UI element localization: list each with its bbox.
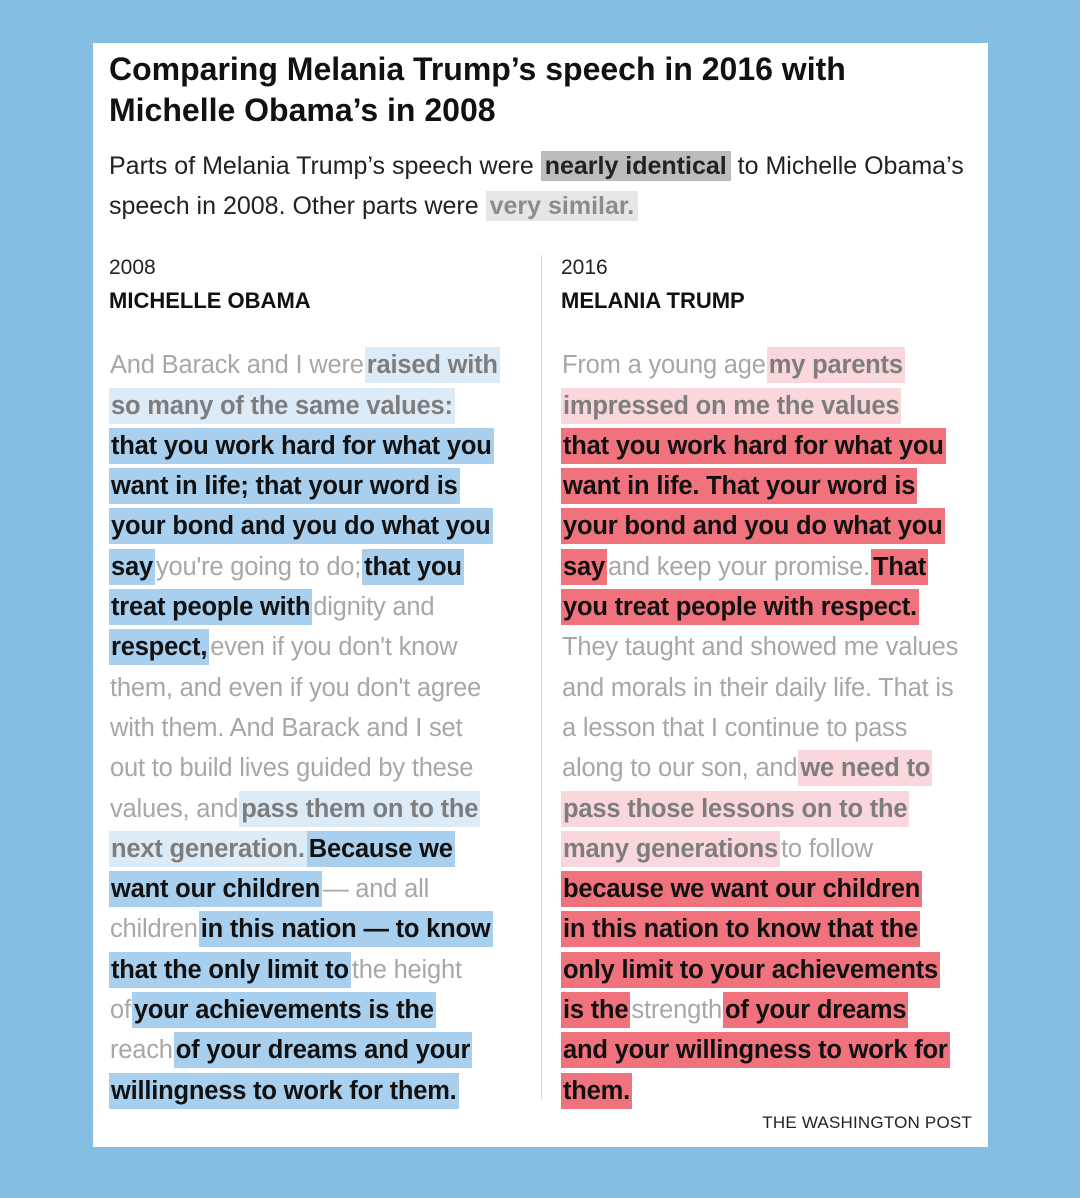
nearly-identical-highlight: only limit to your achievements — [561, 952, 940, 988]
speech-line — [109, 425, 534, 465]
unmatched-text: out to build lives guided by these — [110, 754, 474, 783]
speech-line — [561, 948, 981, 988]
unmatched-text: to follow — [781, 834, 873, 863]
very-similar-highlight: so many of the same values: — [109, 388, 455, 424]
speech-line — [561, 828, 981, 868]
speech-line — [109, 908, 534, 948]
speech-line — [109, 1069, 534, 1109]
very-similar-highlight: we need to — [798, 750, 932, 786]
nearly-identical-highlight: is the — [561, 992, 630, 1028]
very-similar-highlight: raised with — [365, 347, 500, 383]
unmatched-text: dignity and — [313, 593, 435, 622]
column-divider — [541, 255, 542, 1100]
graphic-title: Comparing Melania Trump’s speech in 2016 with Michelle Obama’s in 2008 — [109, 51, 846, 128]
speech-line — [561, 787, 981, 827]
nearly-identical-highlight: and your willingness to work for — [561, 1032, 950, 1068]
nearly-identical-highlight: that you work hard for what you — [109, 428, 494, 464]
speech-line — [109, 787, 534, 827]
speech-line — [561, 989, 981, 1029]
nearly-identical-highlight: your bond and you do what you — [109, 508, 493, 544]
speech-line — [561, 626, 981, 666]
unmatched-text: with them. And Barack and I set — [110, 713, 463, 742]
speech-line — [109, 384, 534, 424]
very-similar-highlight: many generations — [561, 831, 780, 867]
unmatched-text: them, and even if you don't agree — [110, 673, 482, 702]
speech-line — [561, 666, 981, 706]
very-similar-highlight: impressed on me the values — [561, 388, 901, 424]
nearly-identical-highlight: want in life. That your word is — [561, 468, 917, 504]
unmatched-text: and keep your promise. — [607, 552, 871, 581]
speech-line — [109, 505, 534, 545]
speech-line — [561, 465, 981, 505]
unmatched-text: strength — [631, 996, 722, 1025]
graphic-subtitle — [109, 146, 969, 226]
very-similar-highlight: next generation. — [109, 831, 307, 867]
speech-text-2008 — [109, 344, 534, 1110]
subtitle-text-before: Parts of Melania Trump’s speech were — [109, 152, 541, 180]
speech-line — [561, 545, 981, 585]
speech-line — [109, 989, 534, 1029]
speech-line — [109, 344, 534, 384]
nearly-identical-highlight: your achievements is the — [132, 992, 436, 1028]
speech-line — [109, 1029, 534, 1069]
nearly-identical-highlight: in this nation to know that the — [561, 911, 920, 947]
unmatched-text: a lesson that I continue to pass — [562, 713, 908, 742]
nearly-identical-highlight: that you — [362, 549, 464, 585]
unmatched-text: even if you don't know — [210, 633, 458, 662]
speech-line — [109, 868, 534, 908]
unmatched-text: From a young age — [562, 351, 766, 380]
nearly-identical-highlight: that the only limit to — [109, 952, 351, 988]
column-year: 2008 — [109, 256, 156, 279]
speech-line — [109, 707, 534, 747]
very-similar-legend: very similar. — [486, 191, 639, 221]
unmatched-text: children — [110, 915, 198, 944]
very-similar-highlight: pass them on to the — [239, 791, 480, 827]
nearly-identical-highlight: That — [871, 549, 928, 585]
unmatched-text: And Barack and I were — [110, 351, 364, 380]
unmatched-text: They taught and showed me values — [562, 633, 959, 662]
speech-line — [561, 747, 981, 787]
nearly-identical-highlight: them. — [561, 1073, 632, 1109]
nearly-identical-highlight: want our children — [109, 871, 322, 907]
unmatched-text: the height — [351, 955, 462, 984]
speech-line — [561, 868, 981, 908]
nearly-identical-highlight: your bond and you do what you — [561, 508, 945, 544]
nearly-identical-highlight: want in life; that your word is — [109, 468, 460, 504]
speech-line — [561, 1069, 981, 1109]
very-similar-highlight: my parents — [767, 347, 905, 383]
unmatched-text: and morals in their daily life. That is — [562, 673, 954, 702]
speech-line — [561, 908, 981, 948]
speech-line — [561, 1029, 981, 1069]
unmatched-text: — and all — [323, 875, 430, 904]
speech-line — [561, 384, 981, 424]
very-similar-highlight: pass those lessons on to the — [561, 791, 909, 827]
speech-line — [561, 425, 981, 465]
nearly-identical-highlight: of your dreams — [723, 992, 908, 1028]
nearly-identical-highlight: respect, — [109, 629, 209, 665]
graphic-card — [93, 43, 988, 1147]
speech-line — [109, 465, 534, 505]
speech-line — [109, 828, 534, 868]
speech-line — [109, 747, 534, 787]
unmatched-text: values, and — [110, 794, 239, 823]
nearly-identical-highlight: willingness to work for them. — [109, 1073, 459, 1109]
column-year: 2016 — [561, 256, 608, 279]
nearly-identical-highlight: Because we — [307, 831, 455, 867]
speech-line — [561, 344, 981, 384]
column-speaker: MELANIA TRUMP — [561, 288, 745, 313]
nearly-identical-highlight: that you work hard for what you — [561, 428, 946, 464]
speech-line — [561, 505, 981, 545]
column-speaker: MICHELLE OBAMA — [109, 288, 311, 313]
speech-line — [109, 948, 534, 988]
nearly-identical-highlight: in this nation — to know — [199, 911, 493, 947]
unmatched-text: you're going to do; — [155, 552, 362, 581]
nearly-identical-highlight: say — [109, 549, 155, 585]
nearly-identical-legend: nearly identical — [541, 151, 731, 181]
nearly-identical-highlight: because we want our children — [561, 871, 922, 907]
speech-line — [109, 545, 534, 585]
column-2008-michelle-obama — [109, 255, 534, 1110]
nearly-identical-highlight: you treat people with respect. — [561, 589, 919, 625]
nearly-identical-highlight: say — [561, 549, 607, 585]
subtitle-text-middle: to Michelle Obama’s speech in 2008. Other parts were — [109, 152, 964, 220]
unmatched-text: reach — [110, 1036, 173, 1065]
speech-line — [561, 586, 981, 626]
unmatched-text: along to our son, and — [562, 754, 798, 783]
unmatched-text: of — [110, 996, 131, 1025]
speech-line — [561, 707, 981, 747]
speech-line — [109, 666, 534, 706]
speech-text-2016 — [561, 344, 981, 1110]
speech-line — [109, 626, 534, 666]
nearly-identical-highlight: of your dreams and your — [174, 1032, 472, 1068]
source-credit: THE WASHINGTON POST — [762, 1113, 972, 1132]
column-2016-melania-trump — [561, 255, 981, 1110]
speech-line — [109, 586, 534, 626]
nearly-identical-highlight: treat people with — [109, 589, 312, 625]
